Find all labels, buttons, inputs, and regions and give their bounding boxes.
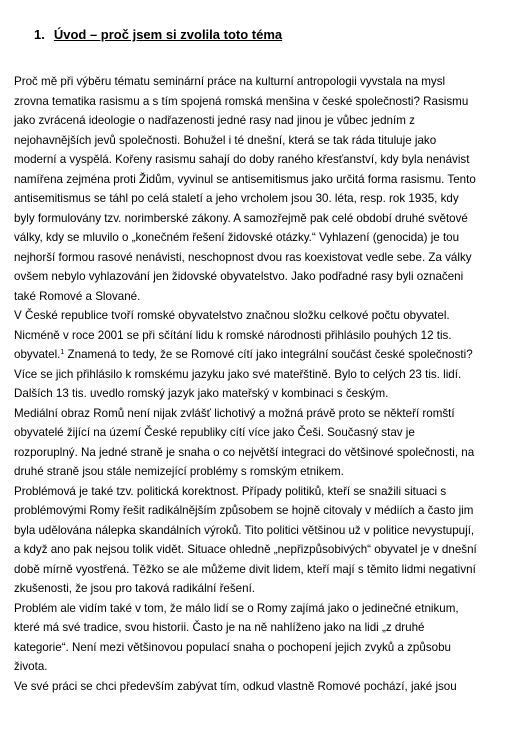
text-line-with-footnote (14, 345, 519, 365)
text-line: nejhorší formou rasové nenávisti, neschopnost dvou ras koexistovat vedle sebe. Za války (14, 250, 472, 264)
text-line: zkušenosti, že jsou pro taková radikální řešení. (14, 582, 256, 595)
text-line: a když ano pak nejsou tolik vidět. Situace ohledně „nepřizpůsobivých“ obyvatel je v dnešní (14, 543, 477, 556)
footnote-marker[interactable]: 1 (60, 349, 65, 356)
text-line: byla udělována nálepka skandálních výroků. Tito politici většinou už v politice nevystupují, (14, 523, 475, 537)
text-line: ovšem nebylo vyhlazování jen židovské obyvatelstvo. Jako podřadné rasy byli označeni (14, 270, 464, 283)
text-line: Ve své práci se chci především zabývat tím, odkud vlastně Romové pochází, jaké jsou (14, 679, 457, 693)
text-line: Více se jich přihlásilo k romskému jazyku jako své mateřštině. Bylo to celých 23 tis. lidí. (14, 367, 462, 381)
text-line: jako zvrácená ideologie o nadřazenosti jedné rasy nad jinou je vůbec jedním z (14, 114, 415, 127)
text-line: obyvatelé žijící na území České republiky cítí více jako Češi. Současný stav je (14, 426, 415, 439)
section-number: 1. (34, 27, 45, 42)
text-line: byly formulovány tzv. norimberské zákony. A samozřejmě pak celé období druhé světové (14, 211, 468, 225)
text-line: Mediální obraz Romů není nijak zvlášť lichotivý a možná právě proto se někteří romští (14, 406, 455, 420)
text-line: Dalších 13 tis. uvedlo romský jazyk jako mateřský v kombinaci s českým. (14, 387, 389, 400)
text-line: nejohavnějších jevů společnosti. Bohužel i té dnešní, která se tak ráda tituluje jako (14, 133, 437, 147)
text-line: Problém ale vidím také v tom, že málo lidí se o Romy zajímá jako o jedinečné etnikum, (14, 601, 459, 615)
text-line: problémovými Romy řešit radikálnějším způsobem se hojně citovaly v médiích a často jim (14, 504, 474, 517)
line-rest: Znamená to tedy, že se Romové cítí jako integrální součást české společnosti? (64, 348, 473, 361)
text-line: války, kdy se mluvilo o „konečném řešení židovské otázky.“ Vyhlazení (genocida) je tou (14, 231, 460, 244)
text-line: moderní a vyspělá. Kořeny rasismu sahají do doby raného křesťanství, kdy byla nenávist (14, 153, 470, 166)
section-heading (34, 27, 282, 42)
text-line: Proč mě při výběru tématu seminární práce na kulturní antropologii vyvstala na mysl (14, 75, 446, 88)
text-line: které má své tradice, svou historii. Často je na ně nahlíženo jako na lidi „z druhé (14, 621, 425, 634)
text-line: Nicméně v roce 2001 se při sčítání lidu k romské národnosti přihlásilo pouhých 12 tis. (14, 328, 452, 342)
section-title: Úvod – proč jsem si zvolila toto téma (53, 27, 283, 42)
text-line: antisemitismus se táhl po celá staletí a jeho vrcholem jsou 30. léta, resp. rok 1935, kdy (14, 192, 459, 205)
line-start: obyvatel. (14, 348, 61, 361)
text-line: života. (14, 660, 48, 673)
text-line: také Romové a Slované. (14, 289, 141, 303)
text-line: druhé straně jsou stále nemizející problémy s romským etnikem. (14, 465, 344, 478)
text-line: Problémová je také tzv. politická korektnost. Případy politiků, kteří se snažili situaci s (14, 484, 447, 498)
text-line: kategorie“. Není mezi většinovou populací snaha o pochopení jejich zvyků a způsobu (14, 640, 451, 654)
text-line: rozporuplný. Na jedné straně je snaha o co největší integraci do většinové společnosti, na (14, 445, 475, 459)
text-line: V České republice tvoří romské obyvatelstvo značnou složku celkové počtu obyvatel. (14, 309, 450, 322)
text-line: zrovna tematika rasismu a s tím spojená romská menšina v české společnosti? Rasismu (14, 94, 469, 108)
text-line: namířena zejména proti Židům, vyvinul se antisemitismus jako určitá forma rasismu. Tento (14, 172, 476, 186)
body-text (14, 72, 519, 696)
text-line: době mírně vyostřená. Těžko se ale můžeme divit lidem, kteří mají s těmito lidmi negativní (14, 562, 476, 576)
